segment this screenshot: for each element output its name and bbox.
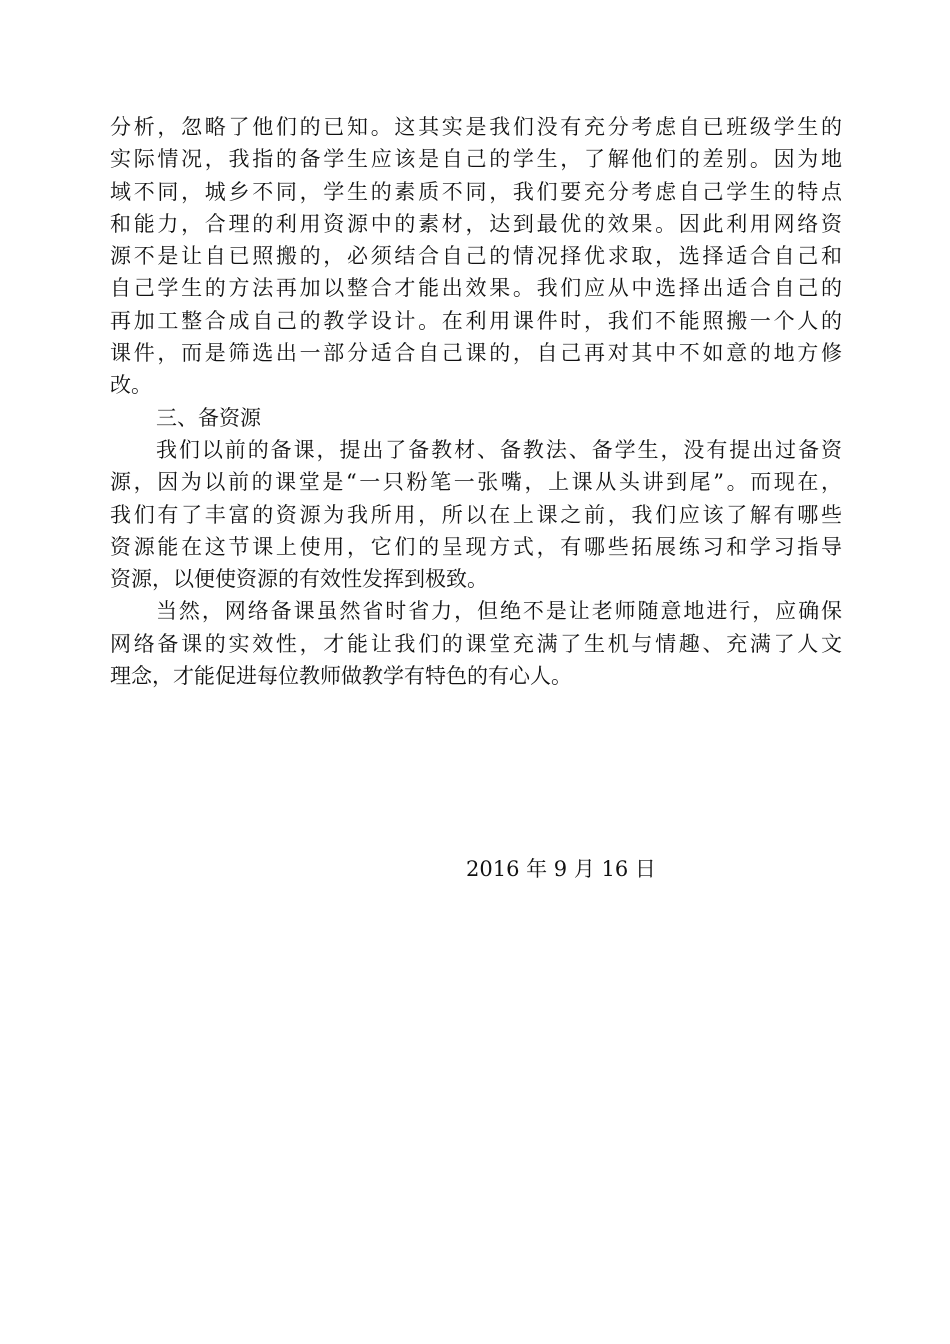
paragraph-2 xyxy=(110,434,842,595)
text-line: 资源，以便使资源的有效性发挥到极致。 xyxy=(110,567,488,592)
paragraph-1 xyxy=(110,111,842,402)
text-line: 资源能在这节课上使用，它们的呈现方式，有哪些拓展练习和学习指导 xyxy=(110,534,842,559)
text-line: 网络备课的实效性，才能让我们的课堂充满了生机与情趣、充满了人文 xyxy=(110,631,842,656)
text-line: 域不同，城乡不同，学生的素质不同，我们要充分考虑自己学生的特点 xyxy=(110,179,842,204)
text-line: 自己学生的方法再加以整合才能出效果。我们应从中选择出适合自己的 xyxy=(110,276,842,301)
text-line: 当然，网络备课虽然省时省力，但绝不是让老师随意地进行，应确保 xyxy=(156,599,842,624)
text-line: 和能力，合理的利用资源中的素材，达到最优的效果。因此利用网络资 xyxy=(110,211,842,236)
text-line: 理念，才能促进每位教师做教学有特色的有心人。 xyxy=(110,664,572,689)
text-line: 我们有了丰富的资源为我所用，所以在上课之前，我们应该了解有哪些 xyxy=(110,502,842,527)
text-line: 课件，而是筛选出一部分适合自己课的，自己再对其中不如意的地方修 xyxy=(110,341,842,366)
text-line: 改。 xyxy=(110,373,152,398)
text-line: 分析，忽略了他们的已知。这其实是我们没有充分考虑自已班级学生的 xyxy=(110,115,842,139)
text-line: 再加工整合成自己的教学设计。在利用课件时，我们不能照搬一个人的 xyxy=(110,308,842,333)
text-line: 实际情况，我指的备学生应该是自己的学生，了解他们的差别。因为地 xyxy=(110,147,842,172)
document-date: 2016 年 9 月 16 日 xyxy=(466,857,656,881)
document-body xyxy=(110,111,842,692)
text-line: 源，因为以前的课堂是“一只粉笔一张嘴，上课从头讲到尾”。而现在， xyxy=(110,470,842,495)
paragraph-3 xyxy=(110,595,842,692)
text-line: 源不是让自已照搬的，必须结合自己的情况择优求取，选择适合自己和 xyxy=(110,244,842,269)
section-heading: 三、备资源 xyxy=(156,405,261,430)
text-line: 我们以前的备课，提出了备教材、备教法、备学生，没有提出过备资 xyxy=(156,437,842,462)
